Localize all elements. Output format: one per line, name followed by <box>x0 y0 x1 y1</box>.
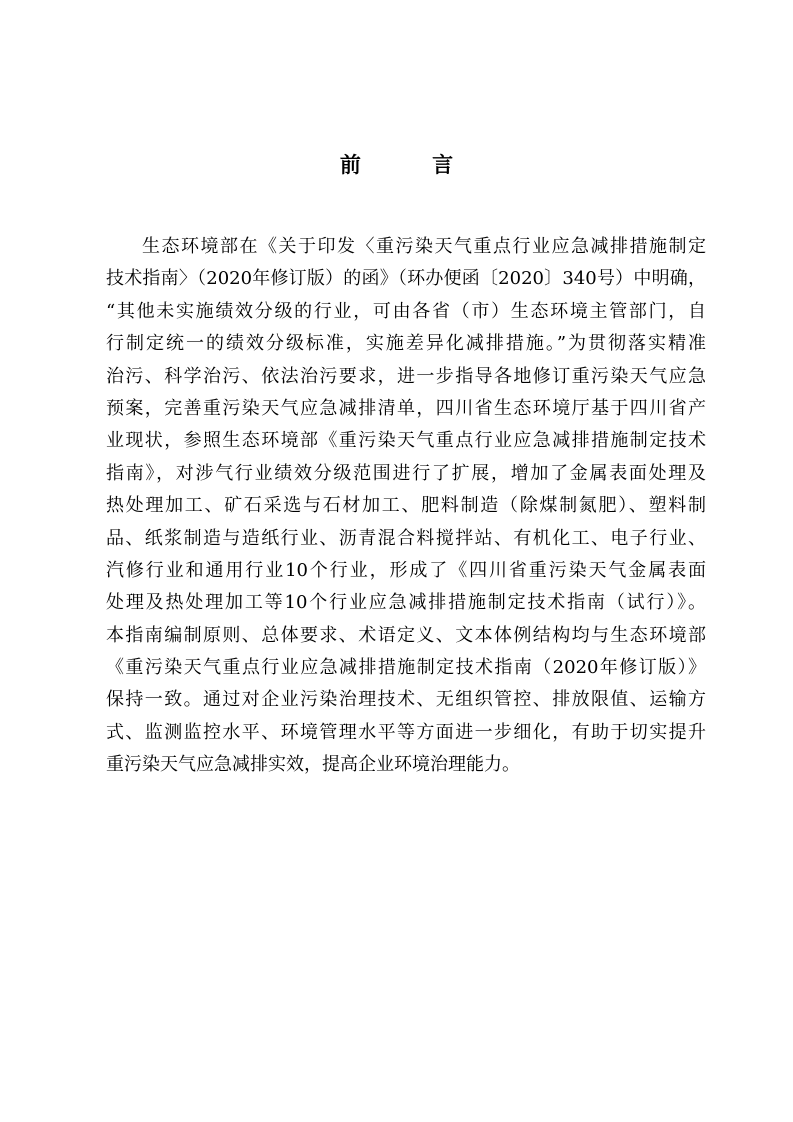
paragraph-line: 行制定统一的绩效分级标准，实施差异化减排措施。”为贯彻落实精准 <box>106 333 706 355</box>
paragraph-line: 式、监测监控水平、环境管理水平等方面进一步细化，有助于切实提升 <box>106 721 706 743</box>
paragraph-line: 技术指南〉（2020年修订版）的函》（环办便函〔2020〕340号）中明确， <box>106 268 706 290</box>
paragraph-line: 保持一致。通过对企业污染治理技术、无组织管控、排放限值、运输方 <box>106 689 706 711</box>
paragraph-line: 重污染天气应急减排实效，提高企业环境治理能力。 <box>106 754 520 776</box>
paragraph-line: 品、纸浆制造与造纸行业、沥青混合料搅拌站、有机化工、电子行业、 <box>106 527 706 549</box>
paragraph-line: 处理及热处理加工等10个行业应急减排措施制定技术指南（试行）》。 <box>106 592 706 614</box>
paragraph-line: 本指南编制原则、总体要求、术语定义、文本体例结构均与生态环境部 <box>106 624 706 646</box>
preface-paragraph <box>106 231 706 782</box>
page-title: 前 言 <box>339 152 486 177</box>
paragraph-line: 《重污染天气重点行业应急减排措施制定技术指南（2020年修订版）》 <box>106 657 706 679</box>
paragraph-line: 指南》，对涉气行业绩效分级范围进行了扩展，增加了金属表面处理及 <box>106 462 706 484</box>
paragraph-line: 生态环境部在《关于印发〈重污染天气重点行业应急减排措施制定 <box>142 236 706 257</box>
paragraph-line: 汽修行业和通用行业10个行业，形成了《四川省重污染天气金属表面 <box>106 559 706 581</box>
paragraph-line: “其他未实施绩效分级的行业，可由各省（市）生态环境主管部门，自 <box>106 300 706 322</box>
paragraph-line: 热处理加工、矿石采选与石材加工、肥料制造（除煤制氮肥）、塑料制 <box>106 495 706 517</box>
paragraph-line: 业现状，参照生态环境部《重污染天气重点行业应急减排措施制定技术 <box>106 430 706 452</box>
paragraph-line: 治污、科学治污、依法治污要求，进一步指导各地修订重污染天气应急 <box>106 365 706 387</box>
paragraph-line: 预案，完善重污染天气应急减排清单，四川省生态环境厅基于四川省产 <box>106 397 706 419</box>
